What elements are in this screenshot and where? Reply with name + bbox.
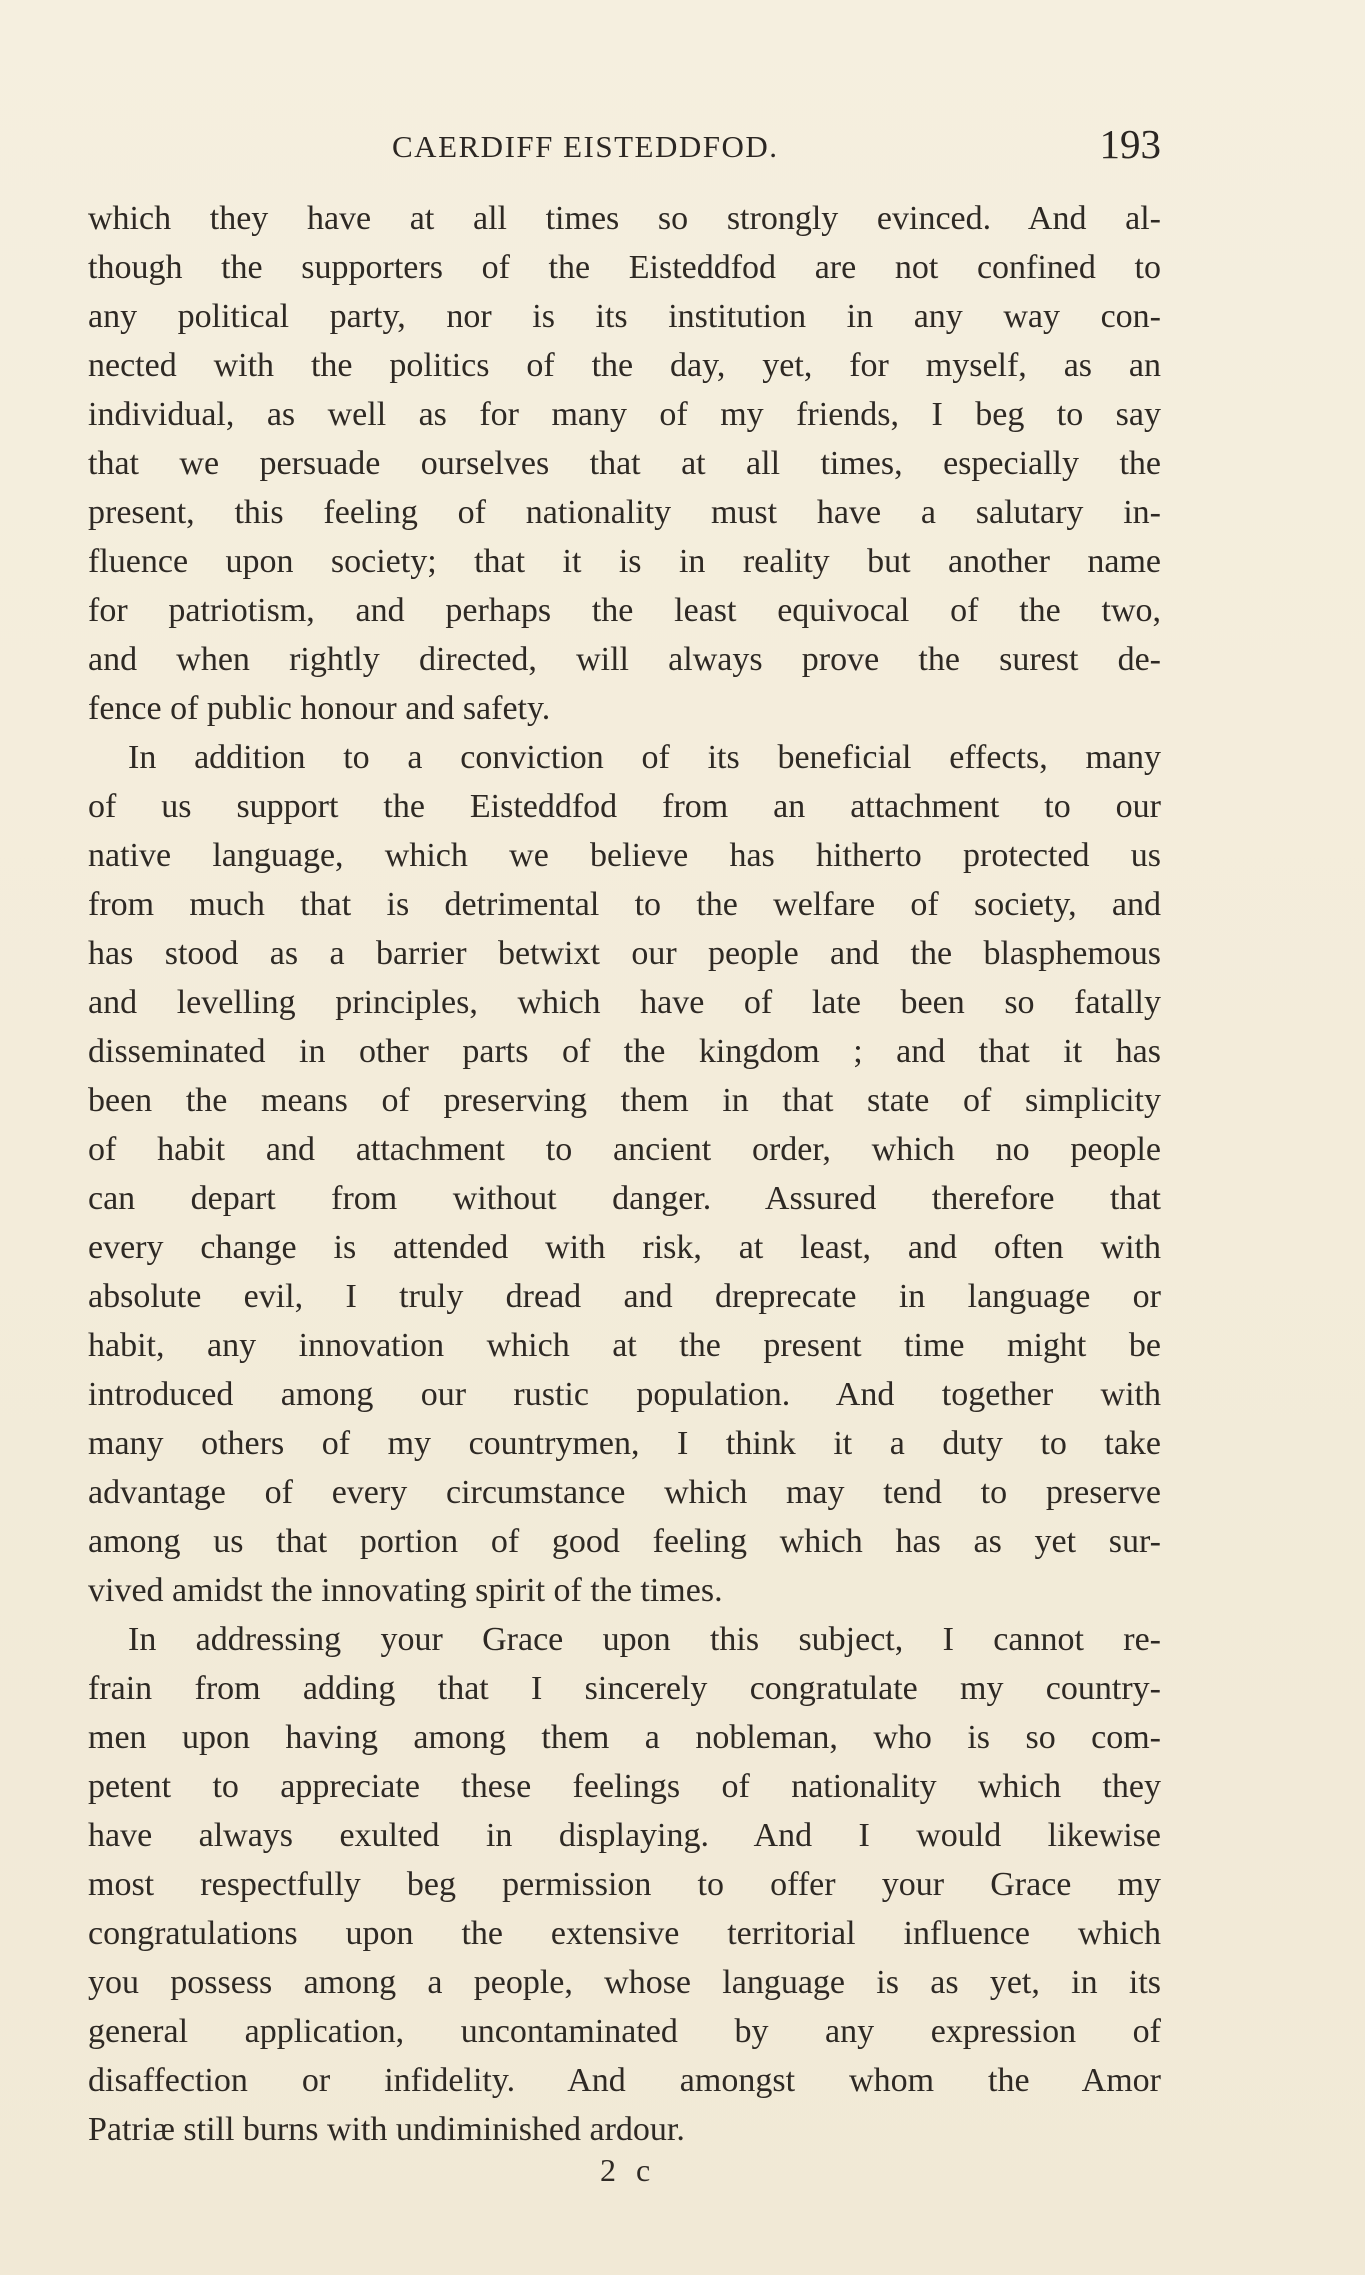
signature-mark: 2 c xyxy=(600,2152,657,2188)
text-line: habit, any innovation which at the present time might be xyxy=(88,1327,1161,1364)
text-line: of us support the Eisteddfod from an attachment to our xyxy=(88,788,1161,825)
text-line: and when rightly directed, will always prove the surest de- xyxy=(88,641,1161,678)
text-line: among us that portion of good feeling which has as yet sur- xyxy=(88,1523,1161,1560)
text-line: that we persuade ourselves that at all times, especially the xyxy=(88,445,1161,482)
text-line: Patriæ still burns with undiminished ardour. xyxy=(88,2111,685,2148)
text-line: introduced among our rustic population. And together with xyxy=(88,1376,1161,1413)
text-line: men upon having among them a nobleman, who is so com- xyxy=(88,1719,1161,1756)
text-line: can depart from without danger. Assured therefore that xyxy=(88,1180,1161,1217)
text-line: fluence upon society; that it is in reality but another name xyxy=(88,543,1161,580)
text-line: absolute evil, I truly dread and dreprecate in language or xyxy=(88,1278,1161,1315)
text-line: been the means of preserving them in that state of simplicity xyxy=(88,1082,1161,1119)
paragraph-first-line: In addition to a conviction of its beneficial effects, many xyxy=(128,739,1161,776)
text-line: present, this feeling of nationality must have a salutary in- xyxy=(88,494,1161,531)
text-line: nected with the politics of the day, yet, for myself, as an xyxy=(88,347,1161,384)
text-line: which they have at all times so strongly evinced. And al- xyxy=(88,200,1161,237)
paragraph-first-line: In addressing your Grace upon this subject, I cannot re- xyxy=(128,1621,1161,1658)
text-line: vived amidst the innovating spirit of the times. xyxy=(88,1572,723,1609)
text-line: and levelling principles, which have of late been so fatally xyxy=(88,984,1161,1021)
text-line: have always exulted in displaying. And I would likewise xyxy=(88,1817,1161,1854)
text-line: for patriotism, and perhaps the least equivocal of the two, xyxy=(88,592,1161,629)
text-line: individual, as well as for many of my friends, I beg to say xyxy=(88,396,1161,433)
text-line: from much that is detrimental to the welfare of society, and xyxy=(88,886,1161,923)
running-head xyxy=(88,121,1161,178)
text-line: native language, which we believe has hitherto protected us xyxy=(88,837,1161,874)
text-line: disseminated in other parts of the kingdom ; and that it has xyxy=(88,1033,1161,1070)
text-line: congratulations upon the extensive territorial influence which xyxy=(88,1915,1161,1952)
text-line: advantage of every circumstance which may tend to preserve xyxy=(88,1474,1161,1511)
text-line: though the supporters of the Eisteddfod are not confined to xyxy=(88,249,1161,286)
text-line: disaffection or infidelity. And amongst whom the Amor xyxy=(88,2062,1161,2099)
text-line: many others of my countrymen, I think it a duty to take xyxy=(88,1425,1161,1462)
running-head-title: CAERDIFF EISTEDDFOD. xyxy=(392,129,779,164)
text-line: general application, uncontaminated by any expression of xyxy=(88,2013,1161,2050)
text-line: fence of public honour and safety. xyxy=(88,690,551,727)
text-line: every change is attended with risk, at least, and often with xyxy=(88,1229,1161,1266)
text-line: has stood as a barrier betwixt our people and the blasphemous xyxy=(88,935,1161,972)
text-line: frain from adding that I sincerely congratulate my country- xyxy=(88,1670,1161,1707)
text-line: any political party, nor is its institution in any way con- xyxy=(88,298,1161,335)
text-line: of habit and attachment to ancient order, which no people xyxy=(88,1131,1161,1168)
text-line: most respectfully beg permission to offer your Grace my xyxy=(88,1866,1161,1903)
text-line: petent to appreciate these feelings of nationality which they xyxy=(88,1768,1161,1805)
text-line: you possess among a people, whose language is as yet, in its xyxy=(88,1964,1161,2001)
page-number: 193 xyxy=(1099,121,1161,167)
